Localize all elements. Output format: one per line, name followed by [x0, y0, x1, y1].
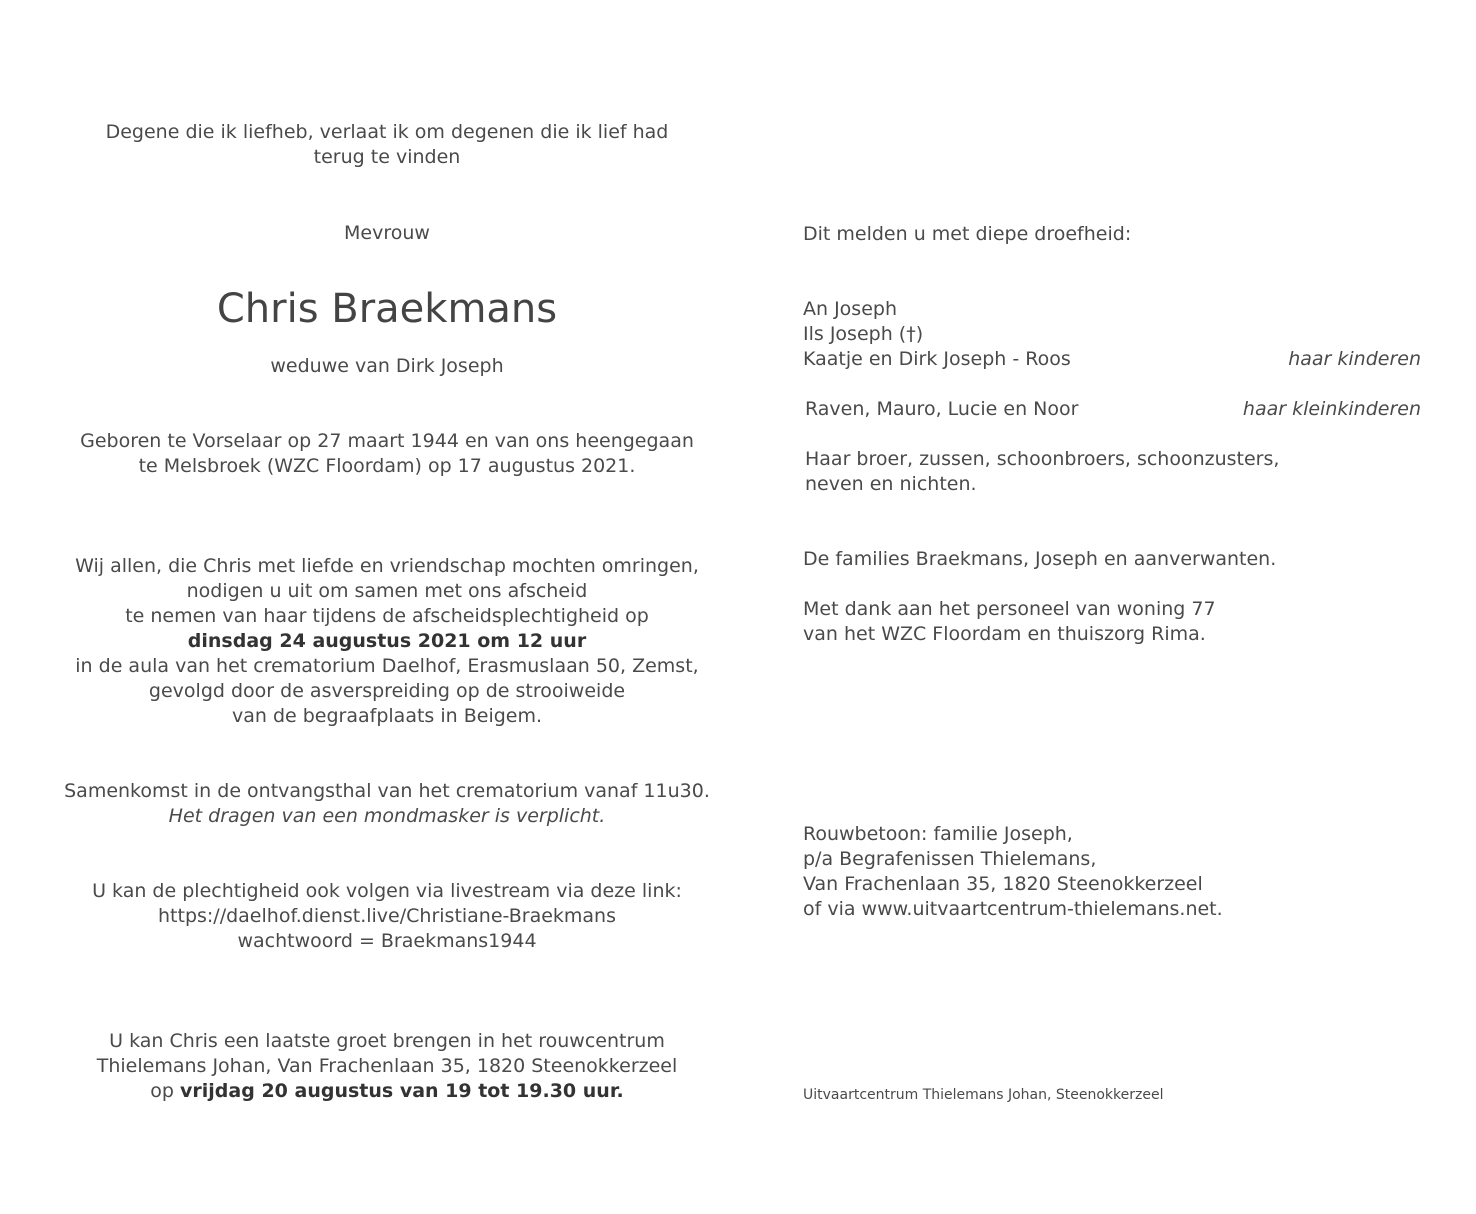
livestream-link[interactable]: https://daelhof.dienst.live/Christiane-Braekmans [158, 905, 616, 927]
condolences-line-1: Rouwbetoon: familie Joseph, [803, 823, 1073, 845]
deceased-name [22, 285, 752, 333]
livestream-info [22, 879, 752, 954]
visitation-line-3 [22, 1079, 752, 1104]
livestream-password: wachtwoord = Braekmans1944 [237, 930, 537, 952]
condolences-line-3: Van Frachenlaan 35, 1820 Steenokkerzeel [803, 873, 1203, 895]
announcement [803, 222, 1131, 247]
condolences-website[interactable]: of via www.uitvaartcentrum-thielemans.net. [803, 898, 1223, 920]
thanks-line-1: Met dank aan het personeel van woning 77 [803, 598, 1216, 620]
child-3: Kaatje en Dirk Joseph - Roos [803, 348, 1071, 370]
birth-death-line-1: Geboren te Vorselaar op 27 maart 1944 en van ons heengegaan [80, 430, 694, 452]
quote [22, 120, 752, 170]
thanks-line-2: van het WZC Floordam en thuiszorg Rima. [803, 623, 1206, 645]
visitation-line-1: U kan Chris een laatste groet brengen in het rouwcentrum [109, 1030, 665, 1052]
ceremony-invitation [22, 554, 752, 729]
invitation-line-7: van de begraafplaats in Beigem. [231, 705, 543, 727]
gathering-info [22, 779, 752, 829]
visitation-info [22, 1029, 752, 1104]
quote-line-2: terug te vinden [313, 146, 461, 168]
salutation-text: Mevrouw [344, 222, 430, 244]
siblings-line-1: Haar broer, zussen, schoonbroers, schoonzusters, [805, 448, 1280, 470]
invitation-line-2: nodigen u uit om samen met ons afscheid [186, 580, 588, 602]
visitation-line-2: Thielemans Johan, Van Frachenlaan 35, 1820 Steenokkerzeel [96, 1055, 678, 1077]
invitation-line-6: gevolgd door de asverspreiding op de strooiweide [148, 680, 626, 702]
grandchildren-names: Raven, Mauro, Lucie en Noor [805, 398, 1079, 420]
children-role: haar kinderen [1288, 348, 1421, 370]
condolences [803, 822, 1223, 922]
siblings-line-2: neven en nichten. [805, 473, 977, 495]
visitation-prefix: op [150, 1080, 174, 1102]
invitation-line-3: te nemen van haar tijdens de afscheidsplechtigheid op [125, 605, 649, 627]
funeral-home-footer [803, 1086, 1163, 1104]
announcement-text: Dit melden u met diepe droefheid: [803, 223, 1132, 245]
child-2: Ils Joseph (†) [803, 323, 924, 345]
salutation [22, 221, 752, 246]
birth-death-line-2: te Melsbroek (WZC Floordam) op 17 augustus 2021. [138, 455, 636, 477]
families-text: De families Braekmans, Joseph en aanverwanten. [803, 548, 1277, 570]
quote-line-1: Degene die ik liefheb, verlaat ik om degenen die ik lief had [105, 121, 669, 143]
visitation-date: vrijdag 20 augustus van 19 tot 19.30 uur. [180, 1080, 624, 1102]
ceremony-date: dinsdag 24 augustus 2021 om 12 uur [187, 630, 587, 652]
grandchildren [805, 397, 1421, 422]
footer-text: Uitvaartcentrum Thielemans Johan, Steenokkerzeel [803, 1087, 1164, 1103]
birth-death-info [22, 429, 752, 479]
invitation-line-1: Wij allen, die Chris met liefde en vriendschap mochten omringen, [75, 555, 699, 577]
thanks [803, 597, 1216, 647]
deceased-name-text: Chris Braekmans [216, 286, 558, 332]
condolences-line-2: p/a Begrafenissen Thielemans, [803, 848, 1097, 870]
livestream-intro: U kan de plechtigheid ook volgen via livestream via deze link: [92, 880, 682, 902]
children-list [803, 297, 1421, 372]
widow-of [22, 354, 752, 379]
families [803, 547, 1276, 572]
mask-notice: Het dragen van een mondmasker is verplicht. [168, 805, 606, 827]
child-3-row [803, 347, 1421, 372]
siblings [805, 447, 1279, 497]
grandchildren-role: haar kleinkinderen [1242, 398, 1421, 420]
widow-of-text: weduwe van Dirk Joseph [270, 355, 504, 377]
grandchildren-row [805, 397, 1421, 422]
invitation-line-5: in de aula van het crematorium Daelhof, Erasmuslaan 50, Zemst, [75, 655, 699, 677]
gathering-text: Samenkomst in de ontvangsthal van het crematorium vanaf 11u30. [64, 780, 710, 802]
child-1: An Joseph [803, 298, 897, 320]
